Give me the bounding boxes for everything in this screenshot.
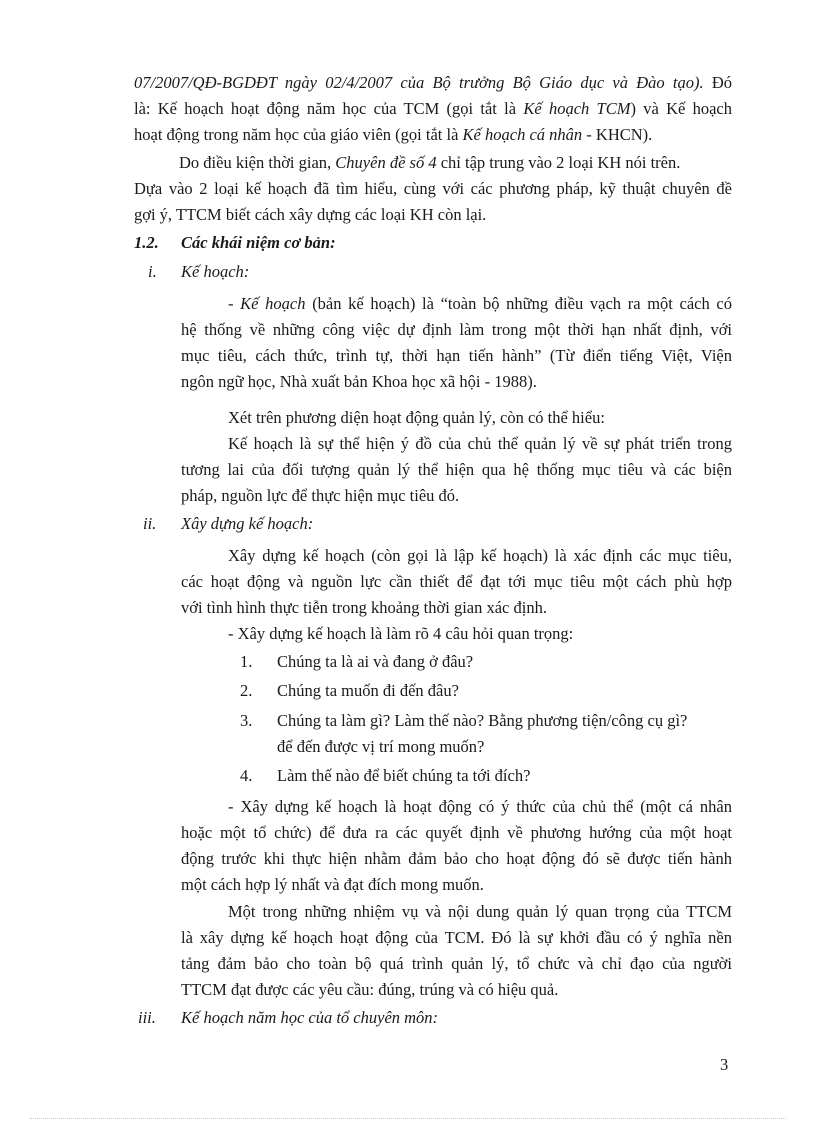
section-number: 1.2.: [134, 233, 159, 252]
list-item: Chúng ta là ai và đang ở đâu?: [277, 652, 474, 671]
subsection-heading: Kế hoạch:: [181, 262, 250, 281]
paragraph-line: Xét trên phương diện hoạt động quản lý, còn có thể hiểu:: [228, 408, 605, 427]
paragraph-line: với tình hình thực tiễn trong khoảng thời gian xác định.: [181, 598, 547, 617]
intro-line-4: Do điều kiện thời gian, Chuyên đề số 4 chỉ tập trung vào 2 loại KH nói trên.: [179, 153, 681, 172]
intro-line-3: hoạt động trong năm học của giáo viên (gọi tắt là Kế hoạch cá nhân - KHCN).: [134, 125, 653, 144]
paragraph-line: tảng đảm bảo cho toàn bộ quá trình quản lý, tổ chức và chỉ đạo của người: [181, 954, 732, 973]
intro-line-6: gợi ý, TTCM biết cách xây dựng các loại KH còn lại.: [134, 205, 487, 224]
paragraph-line: tương lai của đối tượng quản lý thể hiện qua hệ thống mục tiêu và các biện: [181, 460, 732, 479]
paragraph-line: pháp, nguồn lực để thực hiện mục tiêu đó.: [181, 486, 460, 505]
subsection-number: iii.: [138, 1008, 156, 1027]
page-bottom-divider: [30, 1118, 786, 1119]
list-number: 1.: [240, 652, 253, 671]
paragraph-line: một cách hợp lý nhất và đạt đích mong muốn.: [181, 875, 484, 894]
list-item: Làm thế nào để biết chúng ta tới đích?: [277, 766, 531, 785]
paragraph-line: hoặc một tổ chức) để đưa ra các quyết định về phương hướng của một hoạt: [181, 823, 732, 842]
list-item: Chúng ta làm gì? Làm thế nào? Bằng phương tiện/công cụ gì?: [277, 711, 688, 730]
list-number: 3.: [240, 711, 253, 730]
intro-line-5: Dựa vào 2 loại kế hoạch đã tìm hiểu, cùng với các phương pháp, kỹ thuật chuyên đề: [134, 179, 732, 198]
paragraph-line: Kế hoạch là sự thể hiện ý đồ của chủ thể quản lý về sự phát triển trong: [228, 434, 732, 453]
definition-line-3: mục tiêu, cách thức, trình tự, thời hạn tiến hành” (Từ điển tiếng Việt, Viện: [181, 346, 732, 365]
subsection-number: i.: [148, 262, 157, 281]
paragraph-line: Một trong những nhiệm vụ và nội dung quản lý quan trọng của TTCM: [228, 902, 732, 921]
subsection-heading: Xây dựng kế hoạch:: [181, 514, 314, 533]
intro-line-2: là: Kế hoạch hoạt động năm học của TCM (gọi tắt là Kế hoạch TCM) và Kế hoạch: [134, 99, 732, 118]
subsection-number: ii.: [143, 514, 157, 533]
list-item-continued: để đến được vị trí mong muốn?: [277, 737, 485, 756]
paragraph-line: - Xây dựng kế hoạch là hoạt động có ý thức của chủ thể (một cá nhân: [228, 797, 732, 816]
definition-line-4: ngôn ngữ học, Nhà xuất bản Khoa học xã hội - 1988).: [181, 372, 537, 391]
decision-reference: 07/2007/QĐ-BGDĐT ngày 02/4/2007 của Bộ trưởng Bộ Giáo dục và Đào tạo).: [134, 73, 704, 92]
paragraph-line: Xây dựng kế hoạch (còn gọi là lập kế hoạch) là xác định các mục tiêu,: [228, 546, 732, 565]
intro-line-1: 07/2007/QĐ-BGDĐT ngày 02/4/2007 của Bộ trưởng Bộ Giáo dục và Đào tạo). Đó: [134, 73, 732, 92]
paragraph-line: TTCM đạt được các yêu cầu: đúng, trúng và có hiệu quả.: [181, 980, 559, 999]
page-number: 3: [720, 1055, 729, 1074]
definition-line-2: hệ thống về những công việc dự định làm trong một thời hạn nhất định, với: [181, 320, 732, 339]
list-number: 2.: [240, 681, 253, 700]
paragraph-line: động trước khi thực hiện nhằm đảm bảo cho hoạt động đó sẽ được tiến hành: [181, 849, 732, 868]
list-item: Chúng ta muốn đi đến đâu?: [277, 681, 459, 700]
paragraph-line: - Xây dựng kế hoạch là làm rõ 4 câu hỏi quan trọng:: [228, 624, 574, 643]
subsection-heading: Kế hoạch năm học của tổ chuyên môn:: [181, 1008, 439, 1027]
list-number: 4.: [240, 766, 253, 785]
definition-line-1: - Kế hoạch (bản kế hoạch) là “toàn bộ những điều vạch ra một cách có: [228, 294, 733, 313]
paragraph-line: các hoạt động và nguồn lực cần thiết để đạt tới mục tiêu một cách phù hợp: [181, 572, 732, 591]
section-heading: Các khái niệm cơ bản:: [181, 233, 336, 252]
paragraph-line: là xây dựng kế hoạch hoạt động của TCM. Đó là sự khởi đầu có ý nghĩa nền: [181, 928, 732, 947]
